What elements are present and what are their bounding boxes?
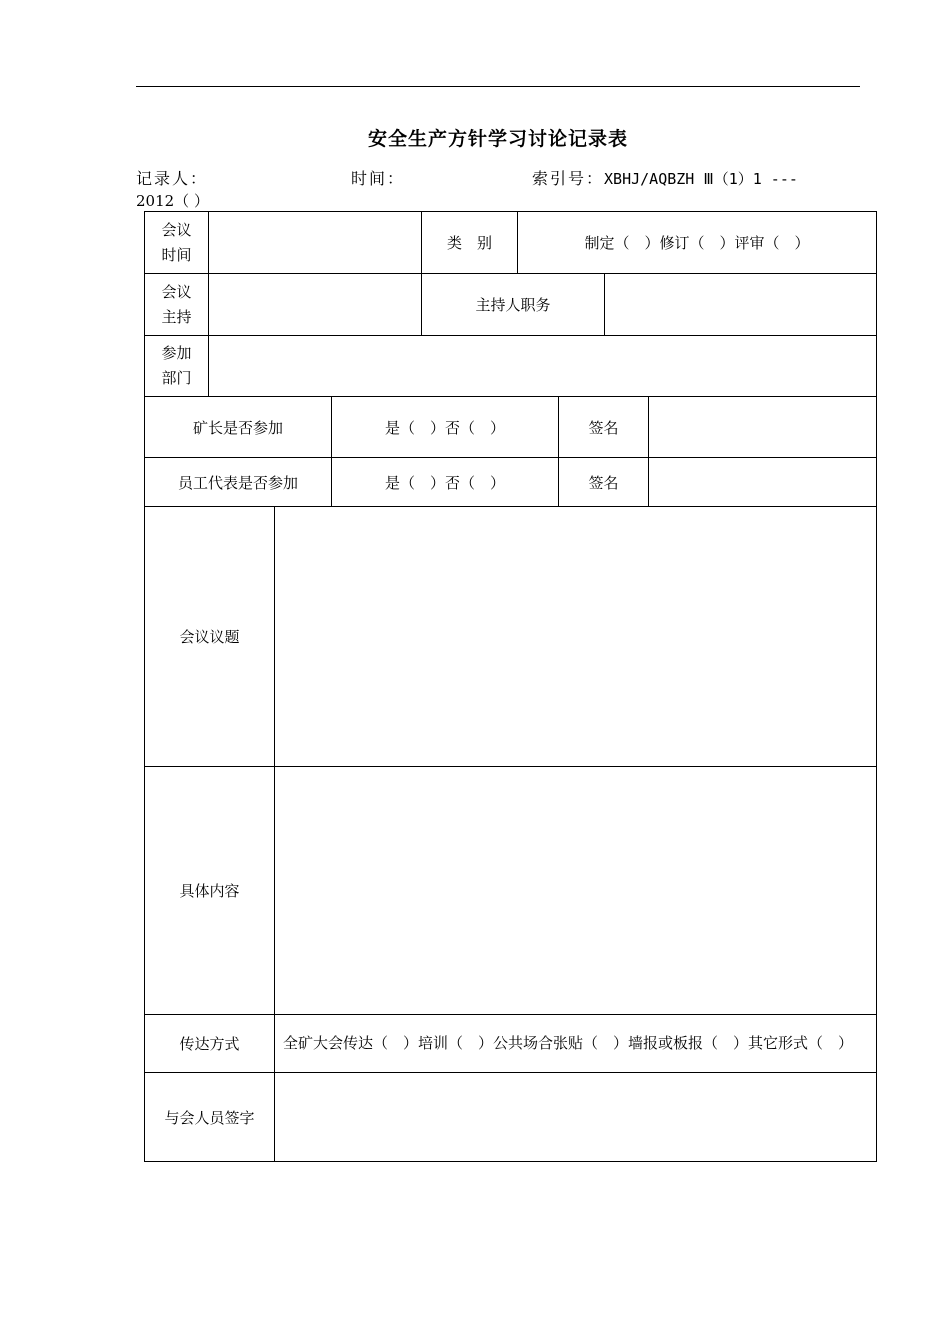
row-content — [145, 767, 876, 1015]
row-topic — [145, 507, 876, 767]
host-label-line2: 主持 — [161, 307, 192, 326]
row-director — [145, 397, 876, 458]
meeting-time-label-line1: 会议 — [161, 220, 192, 239]
director-attend-options[interactable]: 是（ ）否（ ） — [332, 397, 559, 457]
category-options[interactable]: 制定（ ）修订（ ）评审（ ） — [584, 234, 810, 252]
meeting-time-label — [145, 212, 209, 273]
host-position-field[interactable] — [605, 274, 876, 335]
time-label: 时间： — [351, 169, 406, 188]
attendee-sign-label: 与会人员签字 — [145, 1073, 275, 1161]
departments-label — [145, 336, 209, 396]
host-position-label: 主持人职务 — [422, 274, 605, 335]
topic-label: 会议议题 — [145, 507, 275, 766]
recorder-label: 记录人： — [136, 169, 209, 188]
page-title: 安全生产方针学习讨论记录表 — [367, 128, 628, 150]
departments-field[interactable] — [209, 336, 876, 396]
host-label — [145, 274, 209, 335]
attendee-sign-field[interactable] — [275, 1073, 876, 1161]
departments-label-line1: 参加 — [161, 344, 192, 362]
host-label-line1: 会议 — [161, 282, 192, 301]
convey-options[interactable]: 全矿大会传达（ ）培训（ ）公共场合张贴（ ）墙报或板报（ ）其它形式（ ） — [283, 1034, 854, 1052]
row-host — [145, 274, 876, 336]
category-label: 类 别 — [422, 212, 518, 273]
director-sign-label: 签名 — [559, 397, 649, 457]
host-field[interactable] — [209, 274, 422, 335]
record-form-table — [144, 211, 877, 1162]
convey-label: 传达方式 — [145, 1015, 275, 1072]
row-staff — [145, 458, 876, 507]
staff-sign-field[interactable] — [649, 458, 876, 506]
staff-attend-label: 员工代表是否参加 — [145, 458, 332, 506]
index-value: XBHJ/AQBZH Ⅲ（1）1 --- — [604, 170, 798, 188]
content-label: 具体内容 — [145, 767, 275, 1014]
departments-label-line2: 部门 — [161, 369, 192, 387]
director-attend-label: 矿长是否参加 — [145, 397, 332, 457]
header-rule — [136, 86, 860, 87]
row-meeting-time — [145, 212, 876, 274]
staff-sign-label: 签名 — [559, 458, 649, 506]
index-label: 索引号： — [532, 169, 605, 188]
director-sign-field[interactable] — [649, 397, 876, 457]
index-year: 2012（ ） — [136, 192, 209, 210]
row-attendee-sign — [145, 1073, 876, 1161]
meeting-time-field[interactable] — [209, 212, 422, 273]
topic-field[interactable] — [275, 507, 876, 766]
row-convey — [145, 1015, 876, 1073]
meeting-time-label-line2: 时间 — [161, 245, 192, 264]
content-field[interactable] — [275, 767, 876, 1014]
staff-attend-options[interactable]: 是（ ）否（ ） — [332, 458, 559, 506]
row-departments — [145, 336, 876, 397]
index-number — [532, 166, 798, 189]
